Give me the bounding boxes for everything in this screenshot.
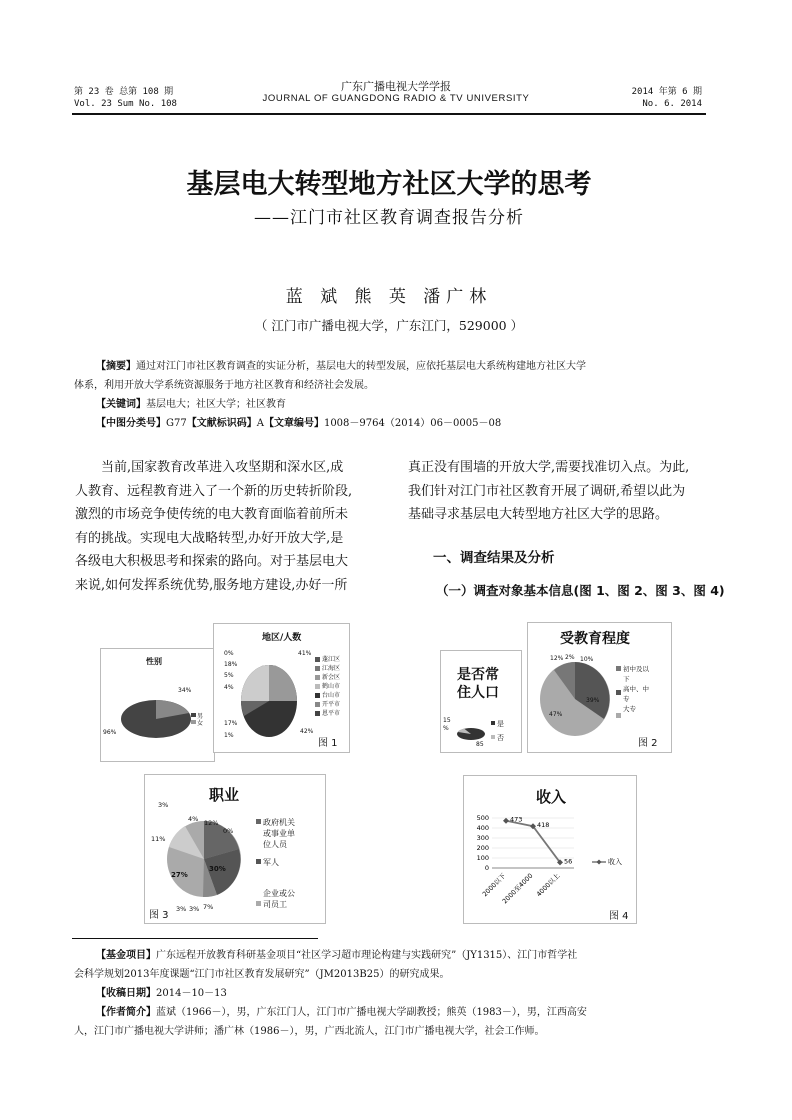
- author-text-2: 人，江门市广播电视大学讲师；潘广林（1986－），男，广西北流人，江门市广播电视大学，社会工作师。: [74, 1026, 545, 1037]
- legend-item: 台山市: [322, 692, 341, 699]
- article-subtitle: ——江门市社区教育调查报告分析: [254, 208, 524, 228]
- figure-1-label: 图 1: [318, 738, 338, 749]
- volume-cn: 第 23 卷 总第 108 期: [74, 87, 174, 97]
- gender-chart: [100, 648, 215, 762]
- resident-legend-no: 否: [497, 734, 504, 742]
- figure-3-label: 图 3: [149, 910, 169, 921]
- income-legend-marker: [597, 860, 602, 865]
- education-pie: [528, 623, 671, 752]
- income-legend-label: 收入: [608, 858, 622, 866]
- district-legend-swatches: [315, 657, 320, 716]
- resident-title-line: 住人口: [457, 685, 499, 701]
- abstract: [96, 357, 708, 376]
- body-line: 真正没有围墙的开放大学,需要找准切入点。为此,: [408, 460, 690, 475]
- occupation-chart: [144, 774, 326, 924]
- income-ytick-label: 100: [476, 854, 489, 862]
- legend-item: 大专: [623, 705, 636, 713]
- body-right-column: [408, 456, 708, 527]
- footnote-rule: [72, 938, 318, 939]
- district-label: 1%: [224, 732, 234, 739]
- education-chart: [527, 622, 672, 753]
- figure-4-label: 图 4: [609, 911, 629, 922]
- received-date: [96, 984, 710, 1003]
- volume-en: Vol. 23 Sum No. 108: [74, 99, 177, 109]
- education-label: 10%: [580, 656, 594, 663]
- date-value: 2014－10－13: [156, 988, 227, 999]
- doc-label: 【文献标识码】: [186, 418, 257, 429]
- income-ytick-label: 500: [476, 814, 489, 822]
- body-line: 基础寻求基层电大转型地方社区大学的思路。: [408, 507, 669, 522]
- fund-text-2: 会科学规划2013年度课题“江门市社区教育发展研究”（JM2013B25）的研究成果。: [74, 969, 450, 980]
- district-label: 41%: [298, 650, 312, 657]
- legend-item: 专: [623, 695, 630, 703]
- occupation-label: 3%: [189, 905, 200, 913]
- income-data-point: [503, 818, 509, 824]
- district-legend: [322, 655, 340, 718]
- date-label: 【收稿日期】: [96, 988, 156, 999]
- district-slice: [269, 665, 297, 701]
- resident-label: %: [443, 725, 449, 732]
- author-bio: [96, 1003, 710, 1022]
- body-left-column: [75, 456, 375, 597]
- legend-item: 企业或公: [263, 889, 295, 898]
- keywords-text: 基层电大；社区大学；社区教育: [146, 399, 286, 410]
- education-label: 12%: [550, 655, 564, 662]
- body-line: 各级电大积极思考和探索的路向。对于基层电大: [75, 554, 349, 569]
- doc-value: A: [256, 418, 264, 429]
- district-label: 18%: [224, 661, 238, 668]
- income-plot: [464, 776, 636, 923]
- occupation-label: 7%: [203, 903, 214, 911]
- fund-note: [96, 946, 710, 965]
- district-label: 5%: [224, 672, 234, 679]
- education-label: 39%: [586, 697, 600, 704]
- fund-label: 【基金项目】: [96, 950, 156, 961]
- education-legend: [623, 664, 649, 714]
- occupation-label: 3%: [176, 905, 187, 913]
- legend-item: 初中及以: [623, 665, 649, 673]
- legend-swatch: [191, 720, 196, 724]
- resident-pie: [441, 651, 521, 752]
- legend-item: 恩平市: [322, 710, 341, 717]
- article-no-label: 【文章编号】: [263, 418, 324, 429]
- income-data-label: 473: [510, 815, 523, 824]
- class-value: G77: [166, 418, 187, 429]
- occupation-label: 12%: [204, 819, 219, 827]
- header-rule: [72, 113, 706, 115]
- district-title: 地区/人数: [262, 633, 302, 643]
- income-category-label: 2000至4000: [500, 871, 535, 906]
- subsection-heading: （一）调查对象基本信息(图 1、图 2、图 3、图 4): [436, 583, 725, 598]
- gender-label: 34%: [178, 687, 192, 694]
- district-label: 42%: [300, 728, 314, 735]
- body-line: 人教育、远程教育进入了一个新的历史转折阶段,: [75, 483, 353, 499]
- footnotes: [74, 946, 710, 1041]
- income-ytick-label: 400: [476, 824, 489, 832]
- volume-info: [74, 86, 177, 110]
- occupation-label: 27%: [171, 871, 188, 879]
- author-label: 【作者简介】: [96, 1007, 156, 1018]
- article-title: 基层电大转型地方社区大学的思考: [186, 169, 592, 200]
- gender-legend-female: 女: [197, 720, 204, 727]
- occupation-legend-swatches: [256, 819, 261, 906]
- legend-item: 蓬江区: [322, 656, 341, 663]
- journal-name: [220, 80, 572, 104]
- education-legend-swatches: [616, 666, 621, 718]
- resident-label: 85: [476, 741, 484, 748]
- occupation-label: 30%: [209, 865, 226, 873]
- legend-item: 新会区: [322, 674, 341, 681]
- body-line: 来说,如何发挥系统优势,服务地方建设,办好一所: [75, 577, 348, 593]
- author-text-1: 蓝斌（1966－），男，广东江门人，江门市广播电视大学副教授；熊英（1983－），男，江西高安: [156, 1007, 587, 1018]
- issue-info: [632, 86, 702, 110]
- legend-item: 高中、中: [623, 685, 649, 693]
- legend-item: 下: [623, 675, 630, 683]
- classification: [96, 414, 708, 433]
- occupation-label: 4%: [188, 815, 199, 823]
- issue-en: No. 6. 2014: [642, 99, 702, 109]
- abstract-text-2: 体系，利用开放大学系统资源服务于地方社区教育和经济社会发展。: [74, 380, 374, 391]
- section-heading: 一、调查结果及分析: [433, 550, 555, 566]
- abstract-text-1: 通过对江门市社区教育调查的实证分析，基层电大的转型发展，应依托基层电大系统构建地方社区大学: [136, 361, 586, 372]
- district-label: 4%: [224, 684, 234, 691]
- resident-label: 15: [443, 717, 451, 724]
- issue-cn: 2014 年第 6 期: [631, 87, 702, 97]
- legend-item: 政府机关: [263, 818, 295, 827]
- abstract-label: 【摘要】: [96, 361, 136, 372]
- legend-swatch: [491, 735, 495, 739]
- education-label: 47%: [549, 711, 563, 718]
- keywords: [96, 395, 708, 414]
- gender-pie: [101, 649, 214, 761]
- body-line: 激烈的市场竞争使传统的电大教育面临着前所未: [75, 507, 349, 522]
- occupation-label: 11%: [151, 835, 166, 843]
- legend-item: 司员工: [263, 900, 287, 909]
- income-data-label: 56: [564, 857, 573, 866]
- journal-name-en: JOURNAL OF GUANGDONG RADIO & TV UNIVERSITY: [262, 93, 530, 104]
- resident-chart: [440, 650, 522, 753]
- affiliation: （ 江门市广播电视大学，广东江门，529000 ）: [254, 318, 524, 333]
- keywords-label: 【关键词】: [96, 399, 146, 410]
- district-slice: [241, 665, 269, 701]
- education-label: 2%: [565, 654, 575, 661]
- body-line: 我们针对江门市社区教育开展了调研,希望以此为: [408, 483, 686, 499]
- abstract-block: [74, 357, 708, 433]
- income-title: 收入: [536, 788, 567, 806]
- authors: 蓝 斌 熊 英 潘广林: [285, 287, 493, 307]
- income-ytick-label: 300: [476, 834, 489, 842]
- occupation-title: 职业: [209, 786, 240, 804]
- legend-item: 开平市: [322, 701, 341, 708]
- class-label: 【中图分类号】: [96, 418, 166, 429]
- legend-swatch: [191, 713, 196, 717]
- legend-item: 鹤山市: [322, 683, 341, 690]
- district-label: 0%: [224, 650, 234, 657]
- body-line: 有的挑战。实现电大战略转型,办好开放大学,是: [75, 530, 344, 546]
- resident-title-line: 是否常: [457, 667, 499, 683]
- body-line: 当前,国家教育改革进入攻坚期和深水区,成: [101, 460, 344, 475]
- income-ytick-label: 200: [476, 844, 489, 852]
- figure-2-label: 图 2: [638, 738, 658, 749]
- income-ytick-label: 0: [484, 864, 489, 872]
- legend-item: 军人: [263, 858, 279, 867]
- legend-item: 江海区: [322, 665, 341, 672]
- legend-item: 或事业单: [263, 829, 295, 838]
- legend-item: 位人员: [263, 840, 287, 849]
- income-category-label: 4000以上: [534, 871, 562, 899]
- gender-label: 96%: [103, 729, 117, 736]
- article-no-value: 1008－9764（2014）06－0005－08: [323, 418, 502, 429]
- journal-name-cn: 广东广播电视大学学报: [341, 80, 451, 93]
- resident-legend-yes: 是: [497, 720, 504, 728]
- gender-title: 性别: [146, 657, 162, 666]
- gender-legend-male: 男: [197, 713, 204, 720]
- district-chart: [213, 623, 350, 753]
- income-data-label: 418: [537, 821, 550, 830]
- income-category-label: 2000以下: [480, 871, 508, 899]
- occupation-label: 3%: [158, 801, 169, 809]
- income-chart: [463, 775, 637, 924]
- occupation-pie: [145, 775, 325, 923]
- district-label: 17%: [224, 720, 238, 727]
- legend-swatch: [491, 721, 495, 725]
- occupation-label: 0%: [223, 827, 234, 835]
- education-title: 受教育程度: [560, 631, 630, 647]
- occupation-legend: [263, 817, 295, 910]
- fund-text-1: 广东远程开放教育科研基金项目“社区学习超市理论构建与实践研究”（JY1315）、江门市哲学社: [156, 950, 578, 961]
